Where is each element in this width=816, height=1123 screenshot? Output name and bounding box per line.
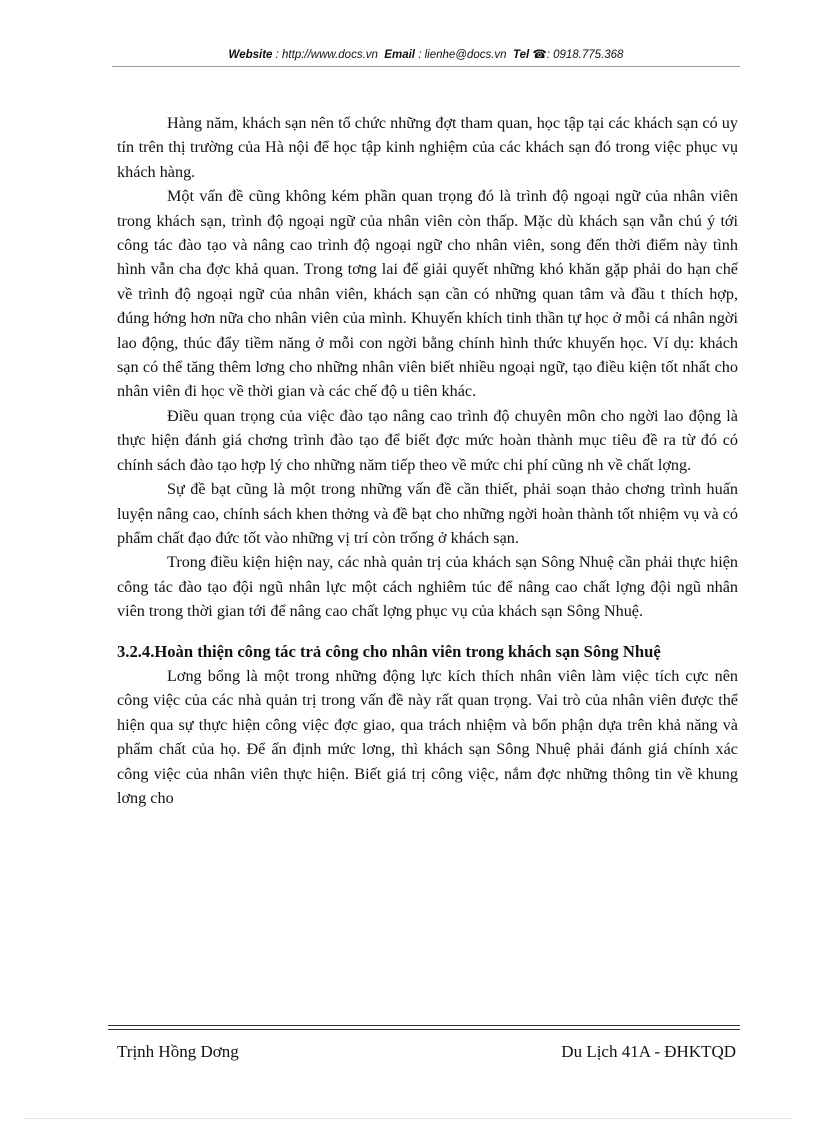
phone-icon: ☎ xyxy=(532,49,547,61)
section-heading: 3.2.4.Hoàn thiện công tác trả công cho nhân viên trong khách sạn Sông Nhuệ xyxy=(117,641,661,661)
footer-divider-top xyxy=(108,1025,740,1026)
website-value: : http://www.docs.vn xyxy=(275,49,378,61)
paragraph: Hàng năm, khách sạn nên tổ chức những đợt tham quan, học tập tại các khách sạn có uy tín trên thị trường của Hà nội để học tập kinh nghiệm của các khách sạn đó trong việc phục vụ khách hàng. xyxy=(117,114,738,181)
paragraph: Trong điều kiện hiện nay, các nhà quản trị của khách sạn Sông Nhuệ cần phải thực hiện công tác đào tạo đội ngũ nhân lực một cách nghiêm túc để nâng cao chất lợng đội ngũ nhân viên trong thời gian tới để nâng cao chất lợng phục vụ của khách sạn Sông Nhuệ. xyxy=(117,553,738,621)
tel-value: : 0918.775.368 xyxy=(546,49,624,61)
footer-author: Trịnh Hồng Dơng xyxy=(117,1042,239,1061)
header-divider xyxy=(112,66,740,67)
paragraph: Lơng bổng là một trong những động lực kích thích nhân viên làm việc tích cực nên công việc của các nhà quản trị trong vấn đề này rất quan trọng. Vai trò của nhân viên được thể hiện qua sự thực hiện công việc đợc giao, qua trách nhiệm và bổn phận dựa trên khả năng và phẩm chất của họ. Để ấn định mức lơng, thì khách sạn Sông Nhuệ phải đánh giá chính xác công việc của nhân viên thực hiện. Biết giá trị công việc, nắm đợc những thông tin về khung lơng cho xyxy=(117,666,738,807)
email-label: Email xyxy=(384,49,415,61)
tel-label: Tel xyxy=(512,49,530,61)
footer-class: Du Lịch 41A - ĐHKTQD xyxy=(561,1042,736,1061)
paragraph: Một vấn đề cũng không kém phần quan trọng đó là trình độ ngoại ngữ của nhân viên trong khách sạn, trình độ ngoại ngữ của nhân viên còn thấp. Mặc dù khách sạn vẫn chú ý tới công tác đào tạo và nâng cao trình độ ngoại ngữ cho nhân viên, song đến thời điểm này tình hình vẫn cha đợc khả quan. Trong tơng lai để giải quyết những khó khăn gặp phải do hạn chế về trình độ ngoại ngữ của nhân viên, khách sạn cần có những quan tâm và đầu t thích hợp, đúng hớng hơn nữa cho nhân viên của mình. Khuyến khích tinh thần tự học ở mỗi cá nhân ngời lao động, thúc đẩy tiềm năng ở mỗi con ngời bằng chính hình thức khuyến học. Ví dụ: khách sạn có thể tăng thêm lơng cho những nhân viên biết nhiều ngoại ngữ, tạo điều kiện tốt nhất cho nhân viên đi học về thời gian và các chế độ u tiên khác. xyxy=(117,187,738,401)
email-value: : lienhe@docs.vn xyxy=(418,49,507,61)
document-body xyxy=(117,111,738,810)
page-header xyxy=(112,47,740,61)
footer-divider-bottom xyxy=(108,1029,740,1030)
page-bottom-border xyxy=(25,1118,791,1119)
paragraph: Sự đề bạt cũng là một trong những vấn đề cần thiết, phải soạn thảo chơng trình huấn luyện nâng cao, chính sách khen thởng và đề bạt cho những ngời hoàn thành tốt nhiệm vụ và có phẩm chất đạo đức tốt vào những vị trí còn trống ở khách sạn. xyxy=(117,480,738,547)
website-label: Website xyxy=(228,49,273,61)
paragraph: Điều quan trọng của việc đào tạo nâng cao trình độ chuyên môn cho ngời lao động là thực hiện đánh giá chơng trình đào tạo để biết đợc mức hoàn thành mục tiêu đề ra từ đó có chính sách đào tạo hợp lý cho những năm tiếp theo về mức chi phí cũng nh về chất lợng. xyxy=(117,406,738,474)
